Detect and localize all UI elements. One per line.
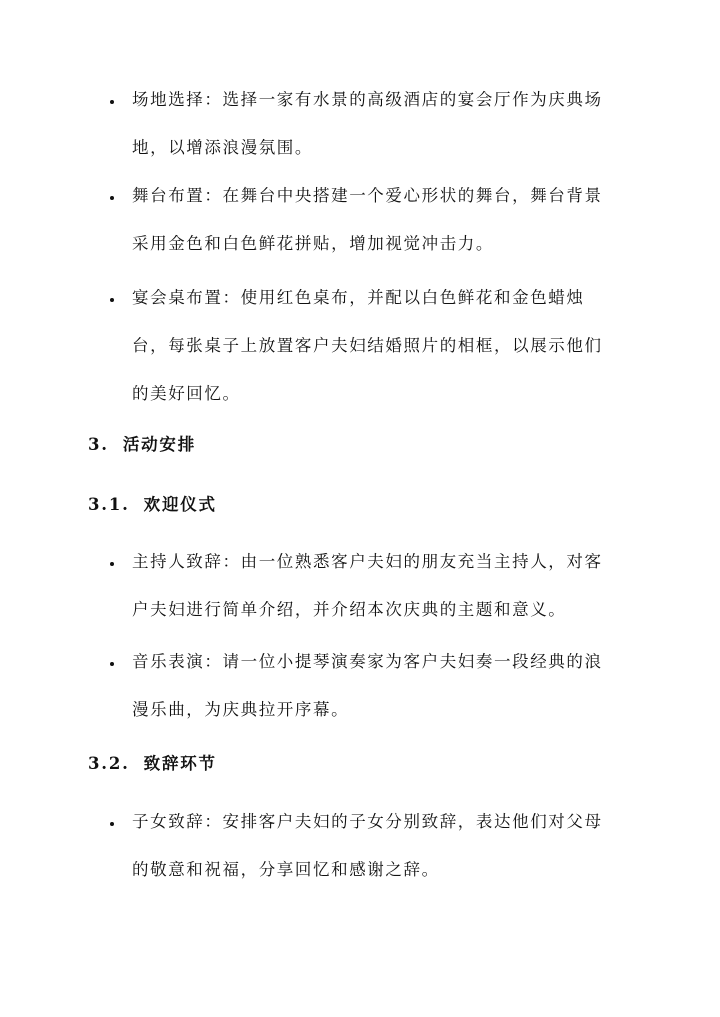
bullet-icon — [110, 662, 114, 666]
heading-number: 3. — [88, 435, 109, 454]
section-heading-3-2 — [88, 750, 217, 774]
list-item-text: 场地选择：选择一家有水景的高级酒店的宴会厅作为庆典场地，以增添浪漫氛围。 — [132, 90, 603, 157]
heading-title: 活动安排 — [122, 435, 197, 454]
list-item-text: 音乐表演：请一位小提琴演奏家为客户夫妇奏一段经典的浪漫乐曲，为庆典拉开序幕。 — [132, 652, 603, 719]
bullet-icon — [110, 196, 114, 200]
heading-title: 致辞环节 — [143, 754, 217, 773]
section-heading-3-1 — [88, 491, 217, 515]
list-item-text: 主持人致辞：由一位熟悉客户夫妇的朋友充当主持人，对客户夫妇进行简单介绍，并介绍本次庆典的主题和意义。 — [132, 552, 603, 619]
section-heading-3 — [88, 431, 196, 455]
heading-number: 3.2. — [88, 754, 130, 773]
bullet-icon — [110, 822, 114, 826]
bullet-icon — [110, 100, 114, 104]
list-item-text: 子女致辞：安排客户夫妇的子女分别致辞，表达他们对父母的敬意和祝福，分享回忆和感谢之辞。 — [132, 812, 603, 879]
bullet-icon — [110, 298, 114, 302]
bullet-icon — [110, 562, 114, 566]
heading-number: 3.1. — [88, 495, 130, 514]
list-item-text: 舞台布置：在舞台中央搭建一个爱心形状的舞台，舞台背景采用金色和白色鲜花拼贴，增加视觉冲击力。 — [132, 186, 603, 253]
list-item-text: 宴会桌布置：使用红色桌布，并配以白色鲜花和金色蜡烛台，每张桌子上放置客户夫妇结婚照片的相框，以展示他们的美好回忆。 — [132, 288, 603, 403]
heading-title: 欢迎仪式 — [143, 495, 217, 514]
